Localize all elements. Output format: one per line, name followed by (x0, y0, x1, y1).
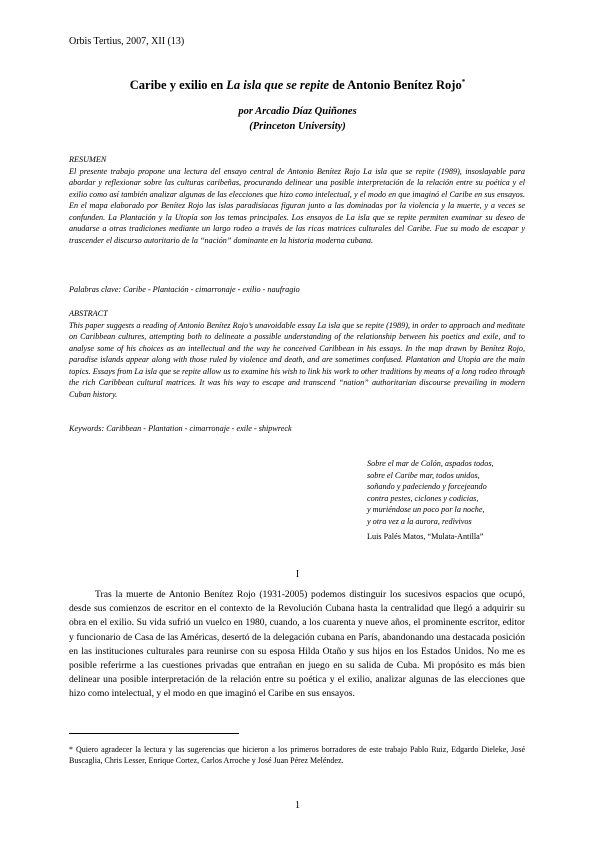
keywords: Keywords: Caribbean - Plantation - cimarronaje - exile - shipwreck (69, 424, 292, 433)
footnote: * Quiero agradecer la lectura y las sugerencias que hicieron a los primeros borradores de este trabajo Pablo Ruiz, Edgardo Dieleke, José Buscaglia, Chris Lesser, Enrique Cortez, Carlos Arroche y José Juan Pérez Meléndez. (69, 745, 525, 765)
resumen-body: El presente trabajo propone una lectura del ensayo central de Antonio Benítez Rojo La isla que se repite (1989), insoslayable para abordar y reflexionar sobre las culturas caribeñas, procurando delinear una posible interpretación de la relación entre su poética y el exilio como así también analizar algunas de las elecciones que hizo como intelectual, y el modo en que imaginó el Caribe en sus ensayos. En el mapa elaborado por Benítez Rojo las islas paradisíacas figuran junto a las dominadas por la violencia y la muerte, y a veces se confunden. La Plantación y la Utopía son los temas principales. Los ensayos de La isla que se repite permiten examinar su deseo de anudarse a otras tradiciones mediante un largo rodeo a través de las ricas matrices culturales del Caribe. Fue su modo de escapar y trascender el discurso autoritario de la “nación” dominante en la historia moderna cubana. (69, 166, 525, 245)
resumen-heading: RESUMEN (69, 155, 107, 164)
abstract-body: This paper suggests a reading of Antonio Benítez Rojo’s unavoidable essay La isla que se repite (1989), in order to approach and meditate on Caribbean cultures, attempting both to delineate a possible understanding of the relationship between his poetics and exile, and to analyse some of his choices as an intellectual and the way he conceived Caribbean in his essays. In the map drawn by Benítez Rojo, paradise islands appear along with those ruled by violence and death, and are sometimes confused. Plantation and Utopia are the main topics. Essays from La isla que se repite allow us to examine his wish to link his work to other traditions by means of a long rodeo through the rich Caribbean cultural matrices. It was his way to escape and transcend “nation” authoritarian discourse prevailing in modern Cuban history. (69, 320, 525, 399)
epigraph-line: contra pestes, ciclones y codicias, (367, 493, 479, 503)
title-footnote-mark: * (461, 78, 466, 86)
running-head: Orbis Tertius, 2007, XII (13) (69, 36, 185, 47)
epigraph-attribution: Luis Palés Matos, “Mulata-Antilla” (367, 531, 484, 541)
author-block (60, 104, 535, 134)
body-paragraph: Tras la muerte de Antonio Benítez Rojo (1931-2005) podemos distinguir los sucesivos espacios que ocupó, desde sus comienzos de escritor en el contexto de la Revolución Cubana hasta la centralidad que llegó a adquirir su obra en el exilio. Su vida sufrió un vuelco en 1980, cuando, a los cuarenta y nueve años, el prominente escritor, editor y funcionario de Casa de las Américas, desertó de la delegación cubana en París, abandonando una destacada posición en las instituciones culturales para reunirse con su esposa Hilda Otaño y sus hijos en los Estados Unidos. No me es posible referirme a las cuestiones privadas que entrañan en juego en su salida de Cuba. Mi propósito es más bien delinear una posible interpretación de la relación entre su poética y el exilio, analizar algunas de las elecciones que hizo como intelectual, y el modo en que imaginó el Caribe en sus ensayos. (69, 589, 525, 700)
title-part-1: Caribe y exilio en (129, 78, 227, 93)
article-title (60, 78, 535, 93)
page-number: 1 (295, 800, 300, 811)
epigraph-line: soñando y padeciendo y forcejeando (367, 482, 487, 492)
footnote-rule (69, 733, 239, 734)
epigraph (367, 458, 547, 542)
abstract-section (69, 308, 525, 400)
epigraph-line: y muriéndose un poco por la noche, (367, 505, 485, 515)
title-part-2: de Antonio Benítez Rojo (329, 78, 462, 93)
section-number: I (295, 569, 300, 580)
resumen-section (69, 154, 525, 246)
title-book-name: La isla que se repite (226, 78, 330, 93)
author-name: por Arcadio Díaz Quiñones (238, 106, 357, 117)
epigraph-line: y otra vez a la aurora, redivivos (367, 516, 472, 526)
author-affiliation: (Princeton University) (249, 121, 346, 132)
epigraph-line: Sobre el mar de Colón, aspados todos, (367, 459, 494, 468)
abstract-heading: ABSTRACT (69, 309, 108, 318)
body-text (69, 588, 525, 702)
palabras-clave: Palabras clave: Caribe - Plantación - cimarronaje - exilio - naufragio (69, 285, 300, 294)
epigraph-line: sobre el Caribe mar, todos unidos, (367, 470, 480, 480)
